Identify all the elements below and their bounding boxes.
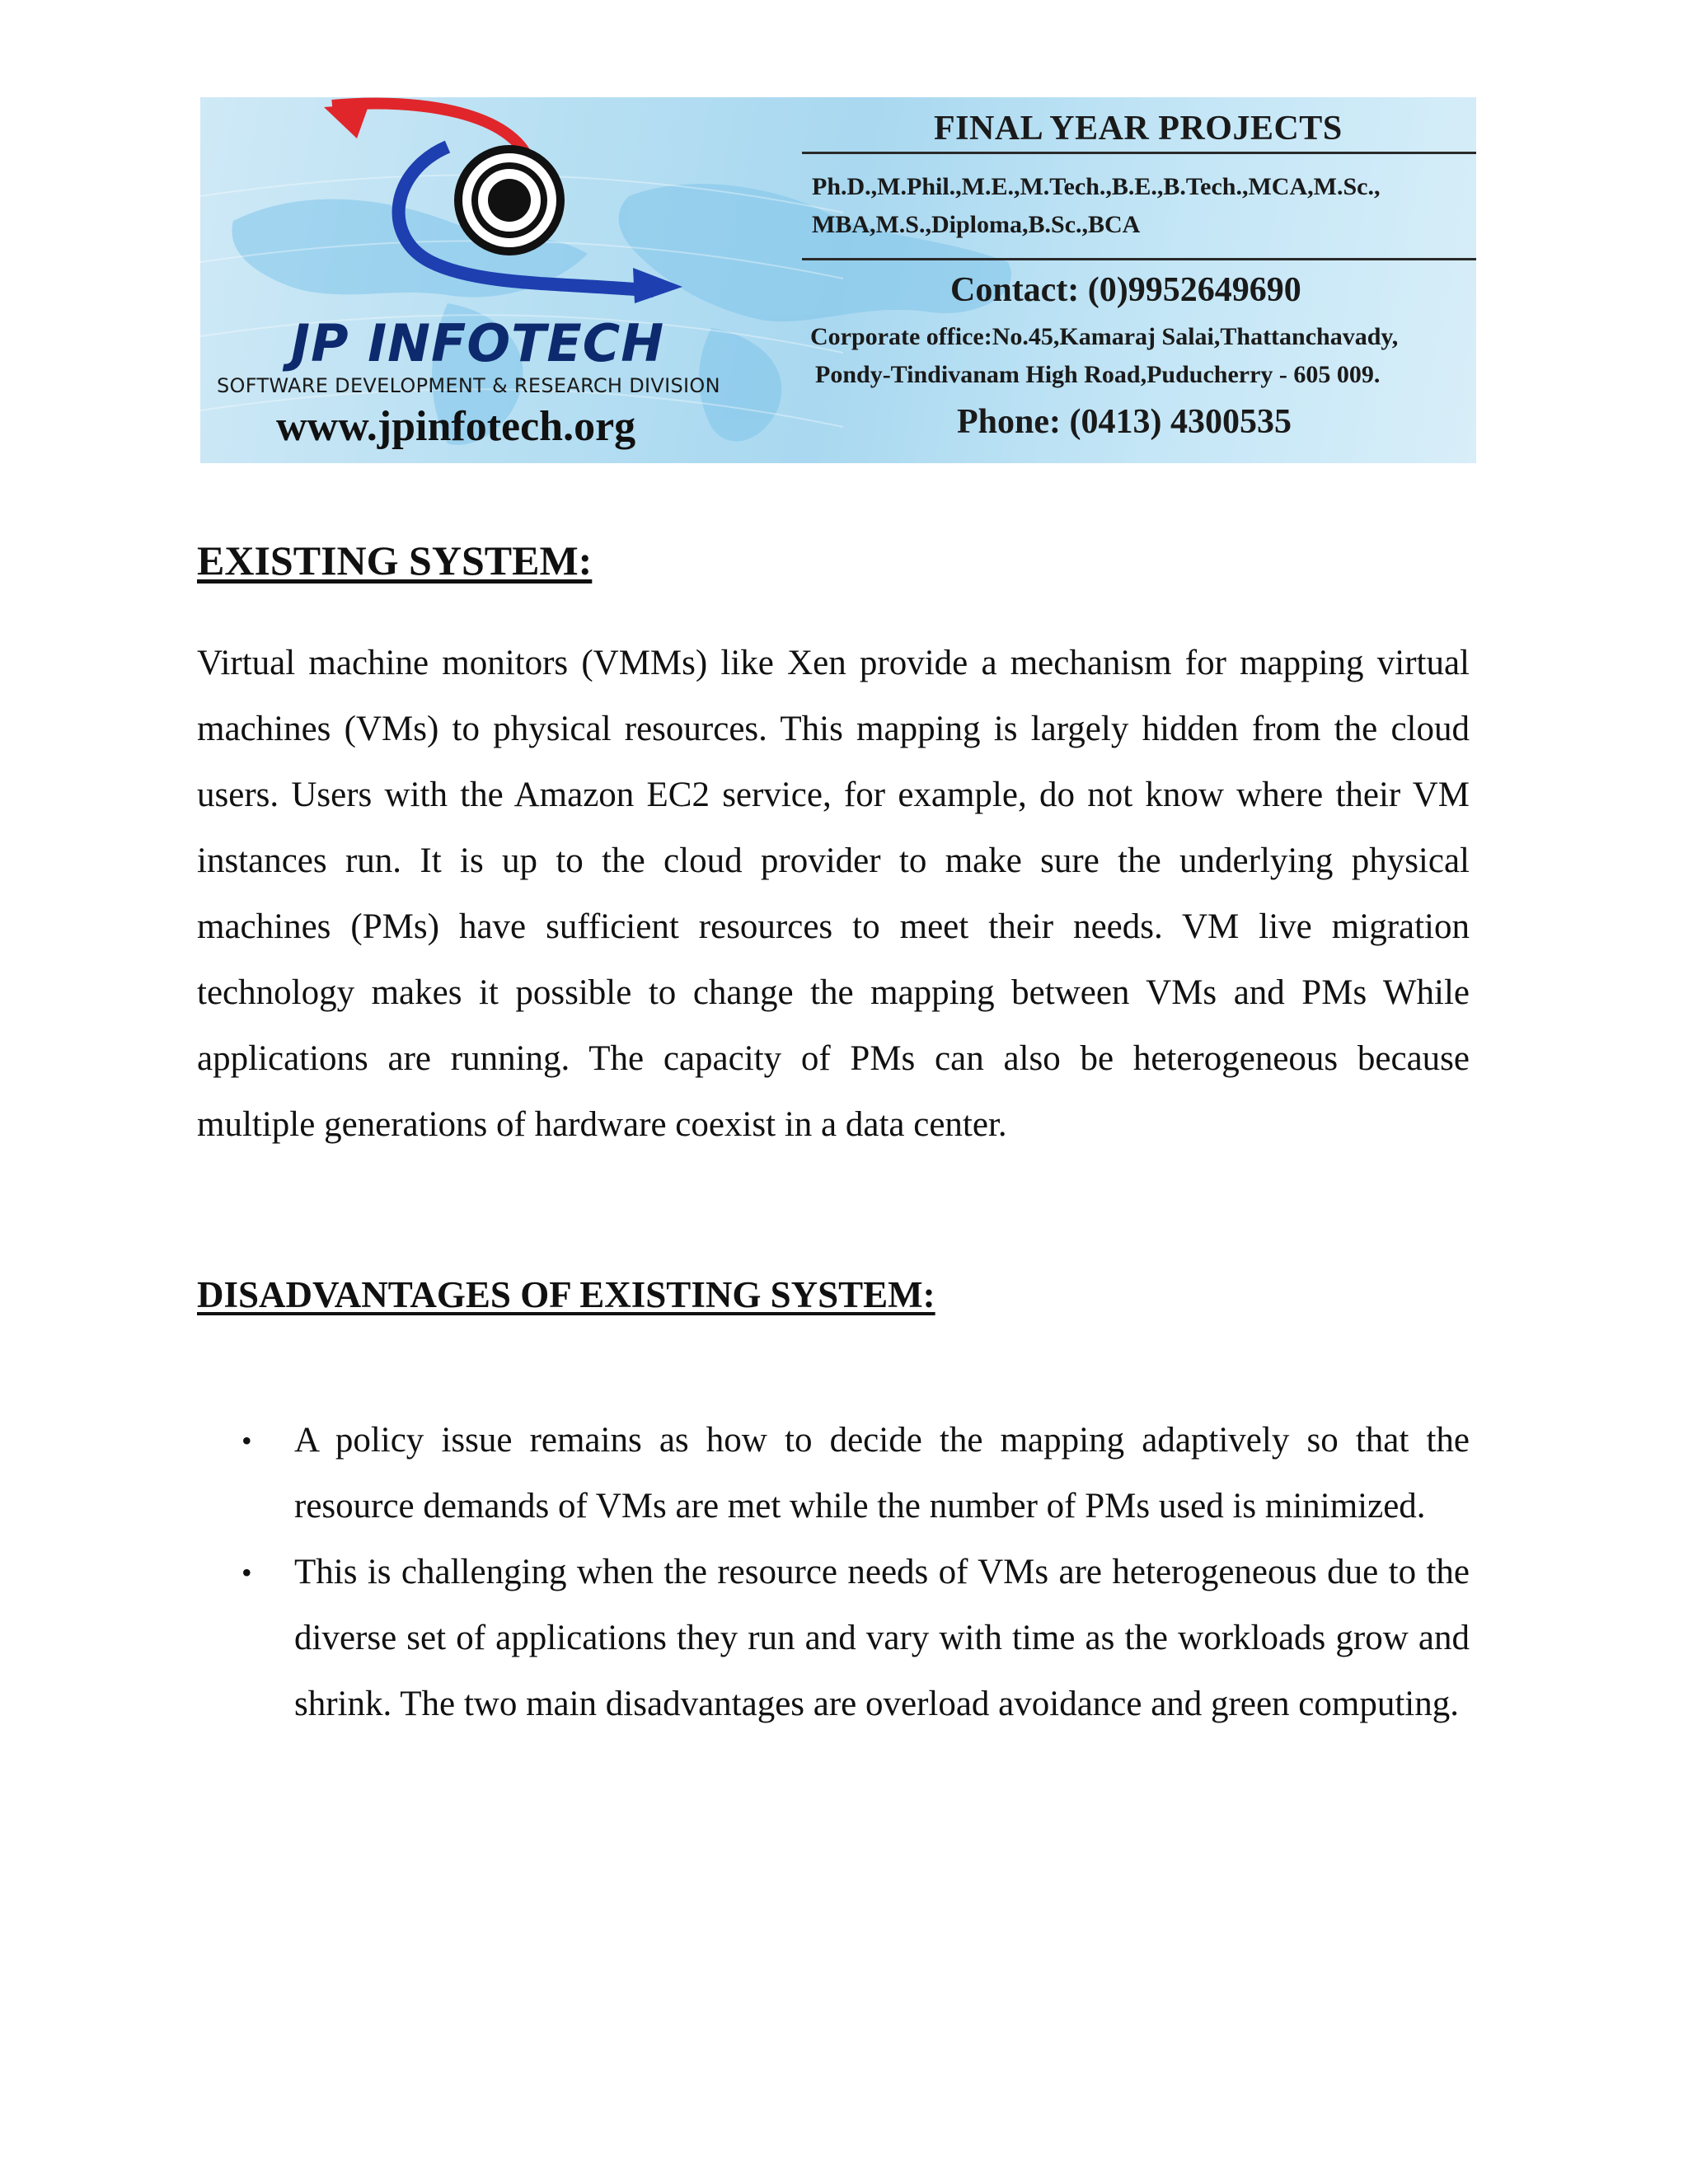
divider xyxy=(802,258,1476,260)
division-tagline: SOFTWARE DEVELOPMENT & RESEARCH DIVISION xyxy=(217,374,720,397)
list-item-text: This is challenging when the resource needs of VMs are heterogeneous due to the diverse set of applications they run and vary with time as the workloads grow and shrink. The two main disadvantages are overload avoidance and green computing. xyxy=(294,1553,1470,1723)
divider xyxy=(802,152,1476,154)
phone-number: Phone: (0413) 4300535 xyxy=(957,403,1292,441)
logo-icon xyxy=(324,97,687,303)
degrees-list xyxy=(812,168,1471,244)
degrees-line: Ph.D.,M.Phil.,M.E.,M.Tech.,B.E.,B.Tech.,MCA,M.Sc., xyxy=(812,173,1381,200)
list-item xyxy=(197,1408,1470,1540)
corporate-address xyxy=(810,318,1470,394)
bullet-icon: • xyxy=(241,1556,252,1589)
brand-name: JP INFOTECH xyxy=(291,313,665,373)
degrees-line: MBA,M.S.,Diploma,B.Sc.,BCA xyxy=(812,211,1141,238)
bullet-icon: • xyxy=(241,1424,252,1457)
header-banner xyxy=(200,97,1476,463)
website-link[interactable]: www.jpinfotech.org xyxy=(276,403,636,450)
existing-system-paragraph: Virtual machine monitors (VMMs) like Xen provide a mechanism for mapping virtual machines (VMs) to physical resources. This mapping is largely hidden from the cloud users. Users with the Amazon EC2 service, for example, do not know where their VM instances run. It is up to the cloud provider to make sure the underlying physical machines (PMs) have sufficient resources to meet their needs. VM live migration technology makes it possible to change the mapping between VMs and PMs While applications are running. The capacity of PMs can also be heterogeneous because multiple generations of hardware coexist in a data center. xyxy=(197,644,1470,1144)
list-item-text: A policy issue remains as how to decide the mapping adaptively so that the resource demands of VMs are met while the number of PMs used is minimized. xyxy=(294,1421,1470,1526)
address-line: Pondy-Tindivanam High Road,Puducherry - 605 009. xyxy=(815,361,1381,388)
section-heading-existing-system: EXISTING SYSTEM: xyxy=(197,537,593,583)
banner-title: FINAL YEAR PROJECTS xyxy=(934,110,1343,148)
section-heading-disadvantages: DISADVANTAGES OF EXISTING SYSTEM: xyxy=(197,1274,935,1315)
disadvantages-list xyxy=(197,1408,1470,1737)
contact-number: Contact: (0)9952649690 xyxy=(950,271,1301,309)
list-item xyxy=(197,1540,1470,1737)
address-line: Corporate office:No.45,Kamaraj Salai,Thattanchavady, xyxy=(810,323,1399,350)
